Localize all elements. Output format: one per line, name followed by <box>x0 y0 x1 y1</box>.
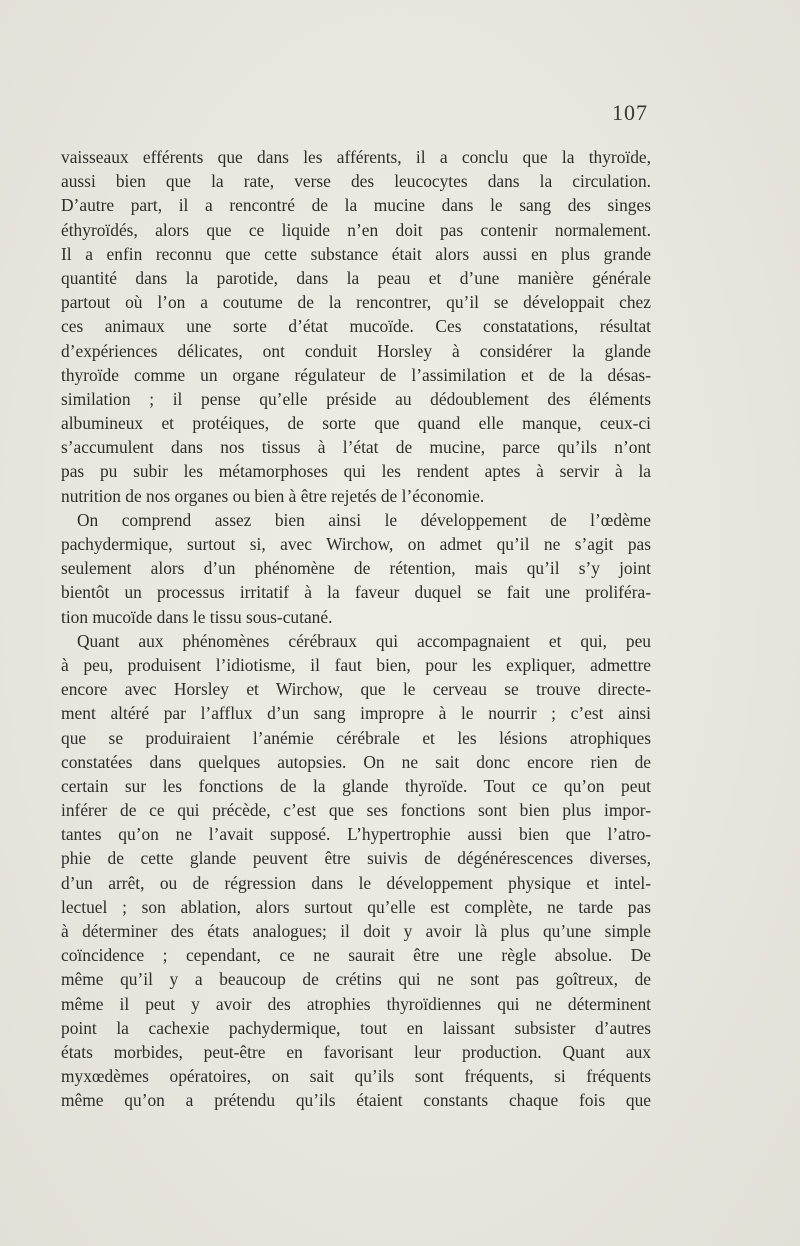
text-line: nutrition de nos organes ou bien à être rejetés de l’économie. <box>61 485 485 506</box>
page-number: 107 <box>612 100 648 125</box>
text-line: inférer de ce qui précède, c’est que ses fonctions sont bien plus impor- <box>61 800 651 821</box>
text-line: aussi bien que la rate, verse des leucocytes dans la circulation. <box>61 171 651 192</box>
text-line: éthyroïdés, alors que ce liquide n’en doit pas contenir normalement. <box>61 219 651 240</box>
text-line: point la cachexie pachydermique, tout en laissant subsister d’autres <box>61 1017 651 1038</box>
text-line: ces animaux une sorte d’état mucoïde. Ces constatations, résultat <box>61 316 651 337</box>
text-line: albumineux et protéiques, de sorte que quand elle manque, ceux-ci <box>61 413 651 434</box>
text-line: partout où l’on a coutume de la rencontrer, qu’il se développait chez <box>61 292 651 313</box>
text-line: coïncidence ; cependant, ce ne saurait être une règle absolue. De <box>61 945 651 966</box>
text-line: vaisseaux efférents que dans les afférents, il a conclu que la thyroïde, <box>61 147 651 167</box>
text-line: tantes qu’on ne l’avait supposé. L’hypertrophie aussi bien que l’atro- <box>61 824 651 845</box>
text-line: ment altéré par l’afflux d’un sang impropre à le nourrir ; c’est ainsi <box>61 703 651 724</box>
text-line: que se produiraient l’anémie cérébrale et les lésions atrophiques <box>61 727 651 748</box>
text-line: quantité dans la parotide, dans la peau et d’une manière générale <box>61 267 651 288</box>
text-line: pachydermique, surtout si, avec Wirchow, on admet qu’il ne s’agit pas <box>61 534 651 554</box>
text-line: états morbides, peut-être en favorisant leur production. Quant aux <box>61 1041 651 1062</box>
text-line: d’expériences délicates, ont conduit Horsley à considérer la glande <box>61 340 651 361</box>
text-line: constatées dans quelques autopsies. On ne sait donc encore rien de <box>61 751 651 772</box>
body-text <box>61 145 651 1113</box>
text-line: encore avec Horsley et Wirchow, que le cerveau se trouve directe- <box>61 679 651 700</box>
text-line: Il a enfin reconnu que cette substance était alors aussi en plus grande <box>61 243 651 264</box>
text-line: lectuel ; son ablation, alors surtout qu’elle est complète, ne tarde pas <box>61 896 651 917</box>
text-line: On comprend assez bien ainsi le développement de l’œdème <box>77 509 651 530</box>
text-line: même il peut y avoir des atrophies thyroïdiennes qui ne déterminent <box>61 993 651 1014</box>
text-line: tion mucoïde dans le tissu sous-cutané. <box>61 606 333 627</box>
text-line: s’accumulent dans nos tissus à l’état de mucine, parce qu’ils n’ont <box>61 437 651 458</box>
text-line: bientôt un processus irritatif à la faveur duquel se fait une proliféra- <box>61 582 651 603</box>
text-line: Quant aux phénomènes cérébraux qui accompagnaient et qui, peu <box>77 630 651 651</box>
text-line: thyroïde comme un organe régulateur de l’assimilation et de la désas- <box>61 364 651 385</box>
text-line: myxœdèmes opératoires, on sait qu’ils sont fréquents, si fréquents <box>61 1066 651 1087</box>
text-line: même qu’il y a beaucoup de crétins qui ne sont pas goîtreux, de <box>61 969 651 990</box>
text-line: seulement alors d’un phénomène de rétention, mais qu’il s’y joint <box>61 558 651 579</box>
text-line: certain sur les fonctions de la glande thyroïde. Tout ce qu’on peut <box>61 775 651 796</box>
text-line: phie de cette glande peuvent être suivis de dégénérescences diverses, <box>61 848 651 869</box>
text-line: D’autre part, il a rencontré de la mucine dans le sang des singes <box>61 195 651 216</box>
text-line: à déterminer des états analogues; il doit y avoir là plus qu’une simple <box>61 921 651 941</box>
text-line: à peu, produisent l’idiotisme, il faut bien, pour les expliquer, admettre <box>61 654 651 675</box>
text-line: même qu’on a prétendu qu’ils étaient constants chaque fois que <box>61 1090 651 1111</box>
text-line: similation ; il pense qu’elle préside au dédoublement des éléments <box>61 388 651 409</box>
text-line: pas pu subir les métamorphoses qui les rendent aptes à servir à la <box>61 461 651 482</box>
text-line: d’un arrêt, ou de régression dans le développement physique et intel- <box>61 872 651 893</box>
